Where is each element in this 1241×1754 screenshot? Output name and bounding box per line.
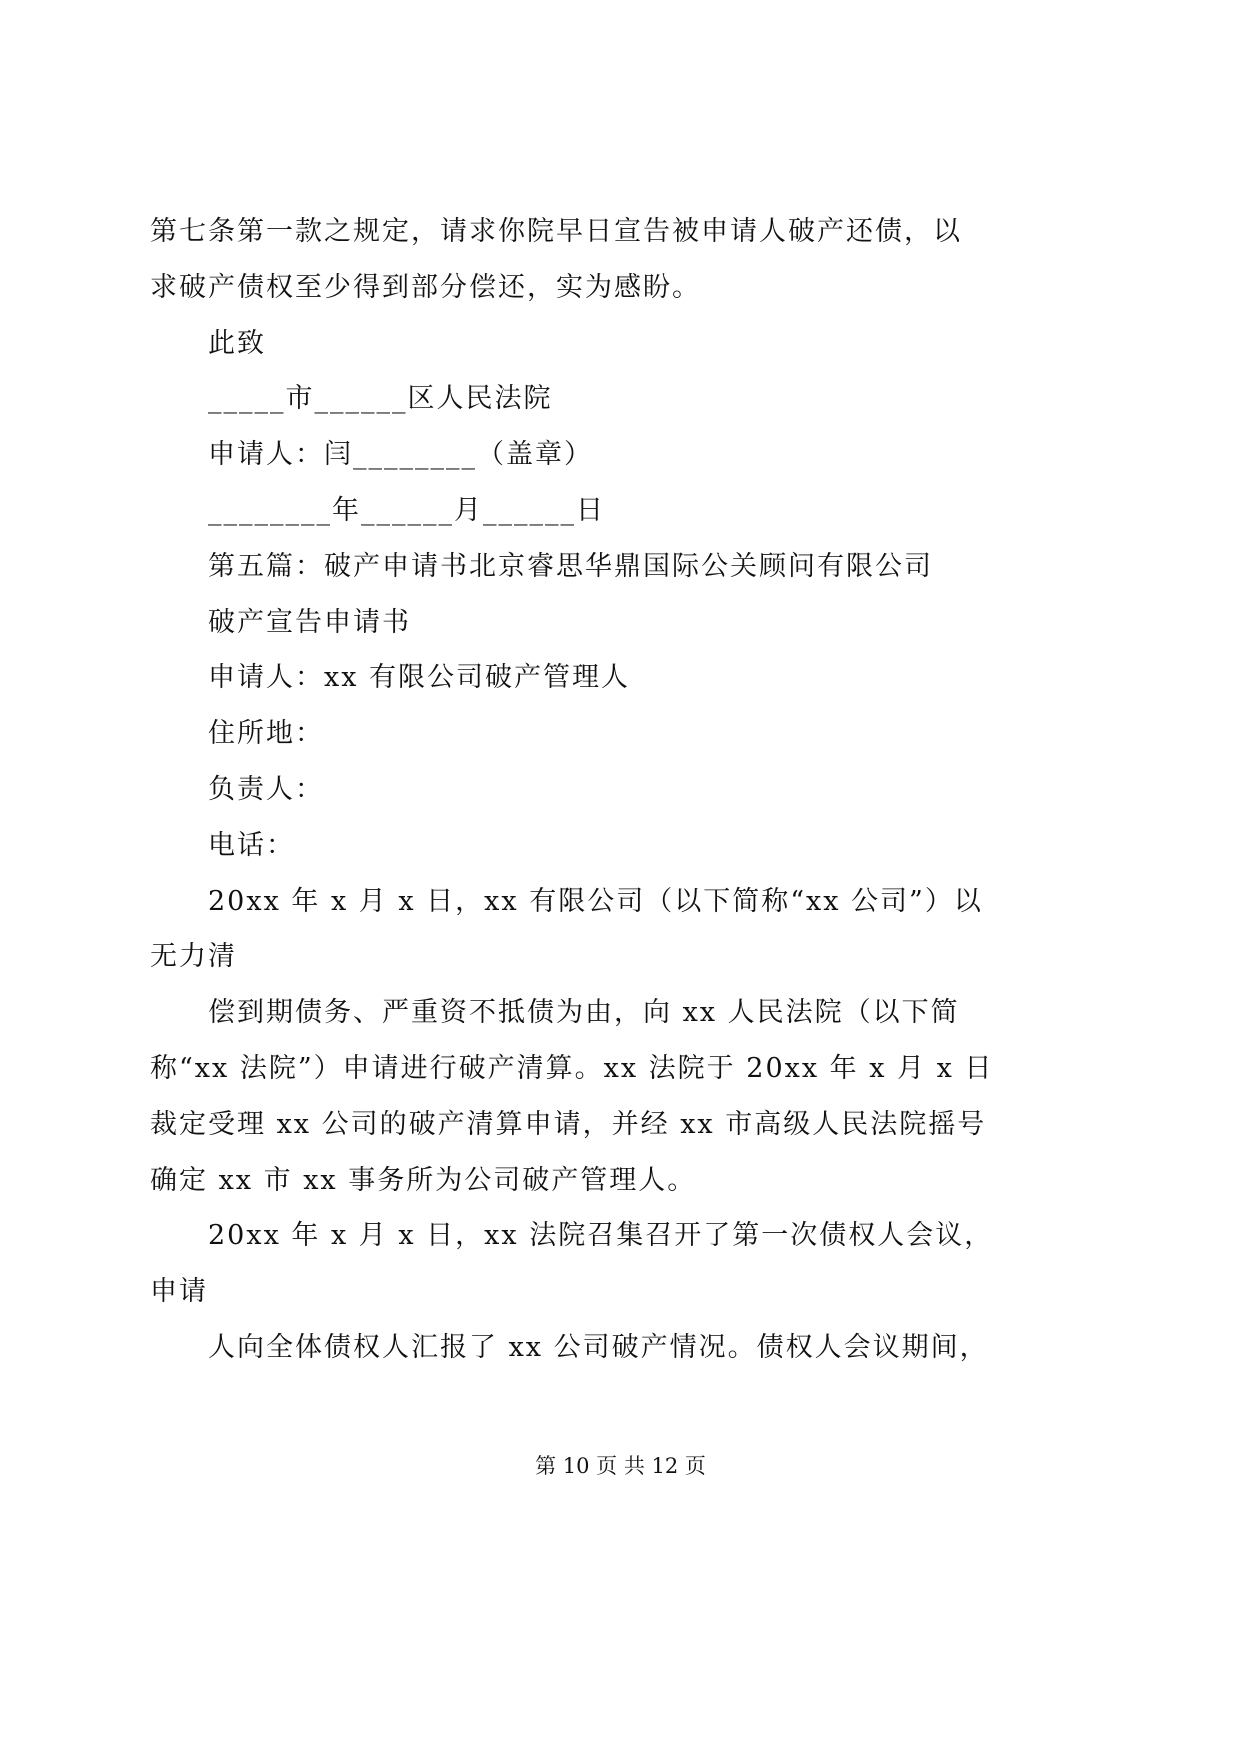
text-line: 申请人：闫________（盖章） — [208, 439, 593, 471]
text-line: 20xx 年 x 月 x 日，xx 法院召集召开了第一次债权人会议， — [208, 1220, 994, 1252]
text-line: 裁定受理 xx 公司的破产清算申请，并经 xx 市高级人民法院摇号 — [150, 1108, 987, 1140]
text-line: 称“xx 法院”）申请进行破产清算。xx 法院于 20xx 年 x 月 x 日 — [150, 1053, 994, 1084]
text-line: 人向全体债权人汇报了 xx 公司破产情况。债权人会议期间， — [208, 1332, 989, 1363]
text-line: _____市______区人民法院 — [208, 383, 553, 415]
text-line: 负责人： — [208, 774, 324, 805]
text-line: 偿到期债务、严重资不抵债为由，向 xx 人民法院（以下简 — [208, 997, 960, 1029]
text-line: ________年______月______日 — [208, 495, 605, 526]
text-line: 破产宣告申请书 — [208, 606, 411, 638]
text-line: 住所地： — [208, 718, 324, 750]
text-line: 第五篇：破产申请书北京睿思华鼎国际公关顾问有限公司 — [208, 550, 933, 582]
text-line: 无力清 — [150, 941, 237, 973]
text-line: 申请人：xx 有限公司破产管理人 — [208, 662, 631, 694]
text-line: 求破产债权至少得到部分偿还，实为感盼。 — [150, 271, 701, 303]
text-line: 此致 — [208, 327, 266, 359]
text-line: 电话： — [208, 829, 295, 861]
text-line: 申请 — [150, 1276, 208, 1308]
text-line: 20xx 年 x 月 x 日，xx 有限公司（以下简称“xx 公司”）以 — [208, 885, 983, 917]
text-line: 确定 xx 市 xx 事务所为公司破产管理人。 — [150, 1164, 697, 1196]
page-footer: 第 10 页 共 12 页 — [535, 1454, 706, 1478]
text-line: 第七条第一款之规定，请求你院早日宣告被申请人破产还债，以 — [150, 216, 962, 247]
